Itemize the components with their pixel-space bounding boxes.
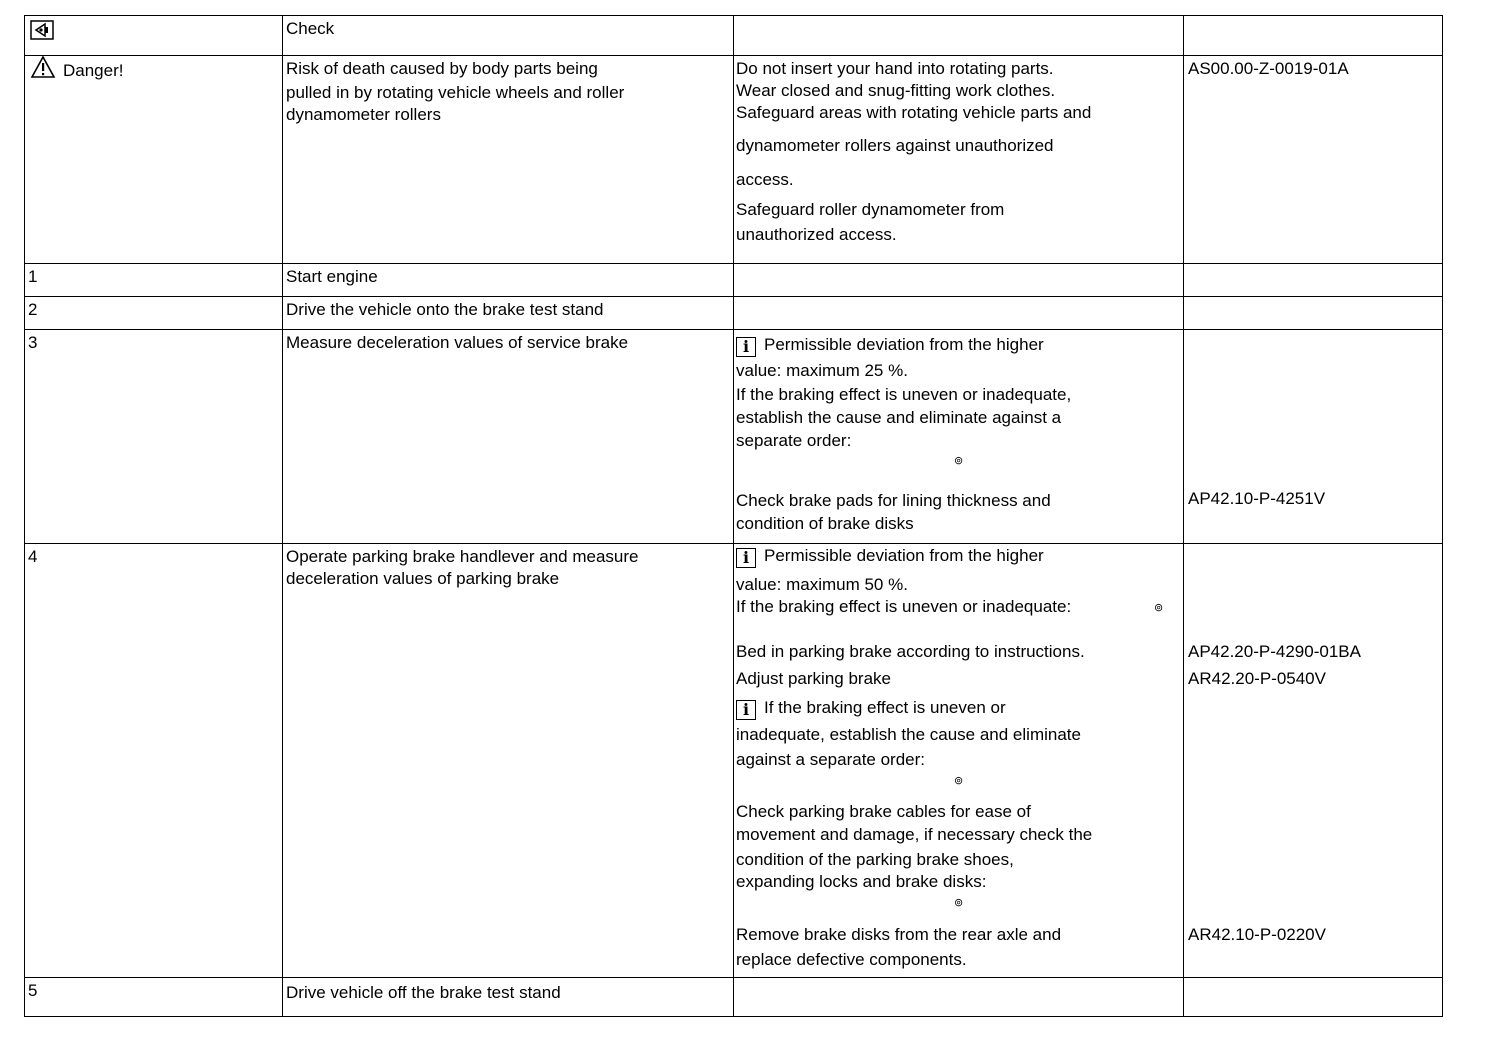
document-reference: AR42.10-P-0220V <box>1188 925 1326 944</box>
note-line: against a separate order: <box>736 750 926 769</box>
safety-measure-line: Wear closed and snug-fitting work clothes. <box>736 81 1056 100</box>
row-divider <box>25 543 1442 544</box>
step-action: Operate parking brake handlever and measure <box>286 547 639 566</box>
reference-circle-icon: ⊚ <box>954 775 964 787</box>
safety-measure-line: unauthorized access. <box>736 225 897 244</box>
column-divider <box>733 16 734 1016</box>
column-divider <box>282 16 283 1016</box>
row-divider <box>25 329 1442 330</box>
step-action: deceleration values of parking brake <box>286 569 560 588</box>
note-line: inadequate, establish the cause and eliminate <box>736 725 1081 744</box>
row-divider <box>25 55 1442 56</box>
step-number: 1 <box>28 267 38 286</box>
info-icon: i <box>736 700 756 720</box>
step-number: 3 <box>28 333 38 352</box>
step-action: Drive the vehicle onto the brake test stand <box>286 300 604 319</box>
safety-measure-line: Safeguard roller dynamometer from <box>736 200 1005 219</box>
note-line: If the braking effect is uneven or inadequate, <box>736 385 1072 404</box>
info-note-text: Permissible deviation from the higher <box>764 335 1044 354</box>
safety-measure-line: access. <box>736 170 794 189</box>
note-line: If the braking effect is uneven or inadequate: <box>736 597 1072 616</box>
note-line: condition of the parking brake shoes, <box>736 850 1014 869</box>
step-number: 2 <box>28 300 38 319</box>
row-divider <box>25 296 1442 297</box>
document-reference: AP42.20-P-4290-01BA <box>1188 642 1361 661</box>
document-reference: AS00.00-Z-0019-01A <box>1188 59 1349 78</box>
step-action: Measure deceleration values of service brake <box>286 333 629 352</box>
info-note-line <box>736 697 1006 720</box>
row-divider <box>25 977 1442 978</box>
note-line: Remove brake disks from the rear axle and <box>736 925 1062 944</box>
risk-text-line: pulled in by rotating vehicle wheels and roller <box>286 83 625 102</box>
note-line: Check brake pads for lining thickness and <box>736 491 1051 510</box>
note-line: Bed in parking brake according to instructions. <box>736 642 1085 661</box>
info-note-line <box>736 545 1044 568</box>
danger-label: Danger! <box>63 61 124 80</box>
safety-measure-line: dynamometer rollers against unauthorized <box>736 136 1054 155</box>
note-line: movement and damage, if necessary check the <box>736 825 1093 844</box>
document-reference: AP42.10-P-4251V <box>1188 489 1326 508</box>
reference-circle-icon: ⊚ <box>1154 602 1164 614</box>
note-line: Adjust parking brake <box>736 669 891 688</box>
note-line: value: maximum 50 %. <box>736 575 908 594</box>
step-action: Drive vehicle off the brake test stand <box>286 983 561 1002</box>
speaker-check-icon <box>30 20 54 40</box>
note-line: establish the cause and eliminate against a <box>736 408 1062 427</box>
check-header: Check <box>286 19 335 38</box>
note-line: value: maximum 25 %. <box>736 361 908 380</box>
reference-circle-icon: ⊚ <box>954 455 964 467</box>
warning-triangle-icon <box>30 55 56 79</box>
note-line: replace defective components. <box>736 950 967 969</box>
column-divider <box>1183 16 1184 1016</box>
note-line: Check parking brake cables for ease of <box>736 802 1031 821</box>
note-line: separate order: <box>736 431 852 450</box>
document-reference: AR42.20-P-0540V <box>1188 669 1326 688</box>
note-line: expanding locks and brake disks: <box>736 872 987 891</box>
step-number: 5 <box>28 981 38 1000</box>
risk-text-line: Risk of death caused by body parts being <box>286 59 598 78</box>
work-procedure-table <box>24 15 1443 1017</box>
step-action: Start engine <box>286 267 378 286</box>
safety-measure-line: Do not insert your hand into rotating parts. <box>736 59 1054 78</box>
info-note-text: Permissible deviation from the higher <box>764 546 1044 565</box>
info-icon: i <box>736 337 756 357</box>
row-divider <box>25 263 1442 264</box>
risk-text-line: dynamometer rollers <box>286 105 441 124</box>
note-line: condition of brake disks <box>736 514 914 533</box>
info-note-line <box>736 334 1044 357</box>
info-icon: i <box>736 548 756 568</box>
step-number: 4 <box>28 547 38 566</box>
reference-circle-icon: ⊚ <box>954 897 964 909</box>
safety-measure-line: Safeguard areas with rotating vehicle parts and <box>736 103 1092 122</box>
info-note-text: If the braking effect is uneven or <box>764 698 1006 717</box>
